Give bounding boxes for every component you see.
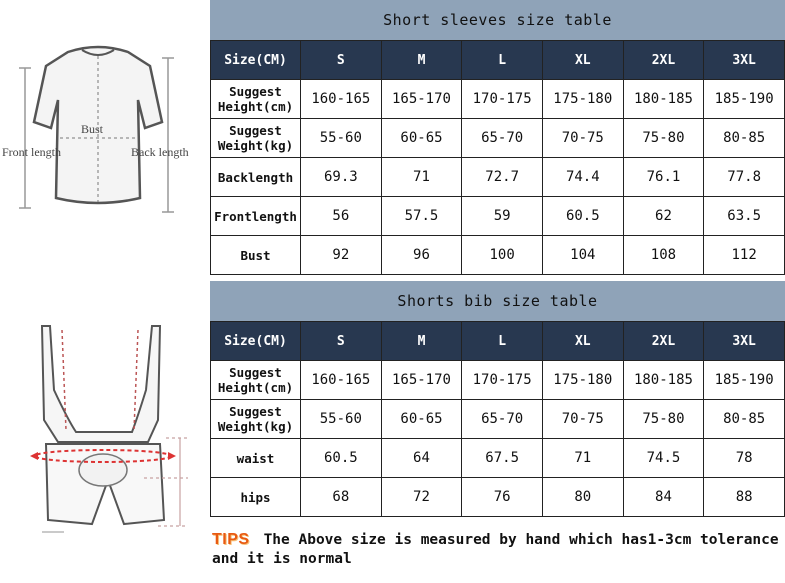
value-cell: 180-185 [623, 361, 704, 400]
bib-shorts-measurement-figure [28, 320, 190, 540]
value-cell: 77.8 [704, 158, 785, 197]
size-column-header: L [462, 41, 543, 80]
value-cell: 88 [704, 478, 785, 517]
value-cell: 100 [462, 236, 543, 275]
value-cell: 175-180 [542, 80, 623, 119]
table-row [211, 478, 785, 517]
size-column-header: XL [542, 41, 623, 80]
table-row [211, 236, 785, 275]
size-column-header: 3XL [704, 41, 785, 80]
value-cell: 80 [542, 478, 623, 517]
value-cell: 60-65 [381, 119, 462, 158]
value-cell: 60.5 [301, 439, 382, 478]
row-label-cell: Suggest Height(cm) [211, 80, 301, 119]
value-cell: 160-165 [301, 361, 382, 400]
table-row [211, 361, 785, 400]
value-cell: 78 [704, 439, 785, 478]
value-cell: 84 [623, 478, 704, 517]
table-row [211, 80, 785, 119]
bib-table-title: Shorts bib size table [210, 281, 785, 321]
value-cell: 80-85 [704, 400, 785, 439]
row-label-cell: Bust [211, 236, 301, 275]
row-label-cell: Frontlength [211, 197, 301, 236]
value-cell: 56 [301, 197, 382, 236]
value-cell: 185-190 [704, 361, 785, 400]
value-cell: 74.4 [542, 158, 623, 197]
value-cell: 170-175 [462, 361, 543, 400]
size-column-header: S [301, 41, 382, 80]
value-cell: 71 [381, 158, 462, 197]
value-cell: 165-170 [381, 80, 462, 119]
value-cell: 62 [623, 197, 704, 236]
value-cell: 70-75 [542, 119, 623, 158]
size-header-cell: Size(CM) [211, 322, 301, 361]
table-row [211, 197, 785, 236]
tips-label: TIPS [212, 531, 250, 548]
value-cell: 57.5 [381, 197, 462, 236]
value-cell: 112 [704, 236, 785, 275]
value-cell: 185-190 [704, 80, 785, 119]
row-label-cell: Backlength [211, 158, 301, 197]
table-header-row [211, 41, 785, 80]
size-column-header: M [381, 41, 462, 80]
value-cell: 64 [381, 439, 462, 478]
shirt-table-title: Short sleeves size table [210, 0, 785, 40]
table-row [211, 439, 785, 478]
value-cell: 165-170 [381, 361, 462, 400]
value-cell: 170-175 [462, 80, 543, 119]
value-cell: 76 [462, 478, 543, 517]
table-row [211, 400, 785, 439]
row-label-cell: Suggest Weight(kg) [211, 400, 301, 439]
value-cell: 175-180 [542, 361, 623, 400]
shirt-size-table [210, 40, 785, 275]
size-column-header: 2XL [623, 322, 704, 361]
value-cell: 92 [301, 236, 382, 275]
back-length-label: Back length [131, 145, 189, 159]
value-cell: 80-85 [704, 119, 785, 158]
size-column-header: S [301, 322, 382, 361]
tips-text: The Above size is measured by hand which has1-3cm tolerance and it is normal [212, 532, 779, 567]
value-cell: 70-75 [542, 400, 623, 439]
tips-note [212, 530, 782, 569]
size-column-header: L [462, 322, 543, 361]
value-cell: 75-80 [623, 400, 704, 439]
value-cell: 74.5 [623, 439, 704, 478]
value-cell: 55-60 [301, 400, 382, 439]
value-cell: 71 [542, 439, 623, 478]
value-cell: 60-65 [381, 400, 462, 439]
value-cell: 55-60 [301, 119, 382, 158]
table-row [211, 119, 785, 158]
size-column-header: XL [542, 322, 623, 361]
value-cell: 59 [462, 197, 543, 236]
size-column-header: 2XL [623, 41, 704, 80]
value-cell: 108 [623, 236, 704, 275]
value-cell: 60.5 [542, 197, 623, 236]
value-cell: 104 [542, 236, 623, 275]
size-column-header: M [381, 322, 462, 361]
size-column-header: 3XL [704, 322, 785, 361]
front-length-label: Front length [2, 145, 61, 159]
value-cell: 160-165 [301, 80, 382, 119]
value-cell: 65-70 [462, 400, 543, 439]
value-cell: 65-70 [462, 119, 543, 158]
value-cell: 72 [381, 478, 462, 517]
row-label-cell: waist [211, 439, 301, 478]
value-cell: 69.3 [301, 158, 382, 197]
jersey-measurement-figure [0, 30, 195, 240]
value-cell: 180-185 [623, 80, 704, 119]
row-label-cell: Suggest Weight(kg) [211, 119, 301, 158]
value-cell: 67.5 [462, 439, 543, 478]
table-header-row [211, 322, 785, 361]
size-header-cell: Size(CM) [211, 41, 301, 80]
row-label-cell: Suggest Height(cm) [211, 361, 301, 400]
value-cell: 96 [381, 236, 462, 275]
value-cell: 72.7 [462, 158, 543, 197]
value-cell: 76.1 [623, 158, 704, 197]
value-cell: 63.5 [704, 197, 785, 236]
table-row [211, 158, 785, 197]
bust-label: Bust [81, 122, 104, 136]
bib-size-table [210, 321, 785, 517]
row-label-cell: hips [211, 478, 301, 517]
value-cell: 75-80 [623, 119, 704, 158]
value-cell: 68 [301, 478, 382, 517]
